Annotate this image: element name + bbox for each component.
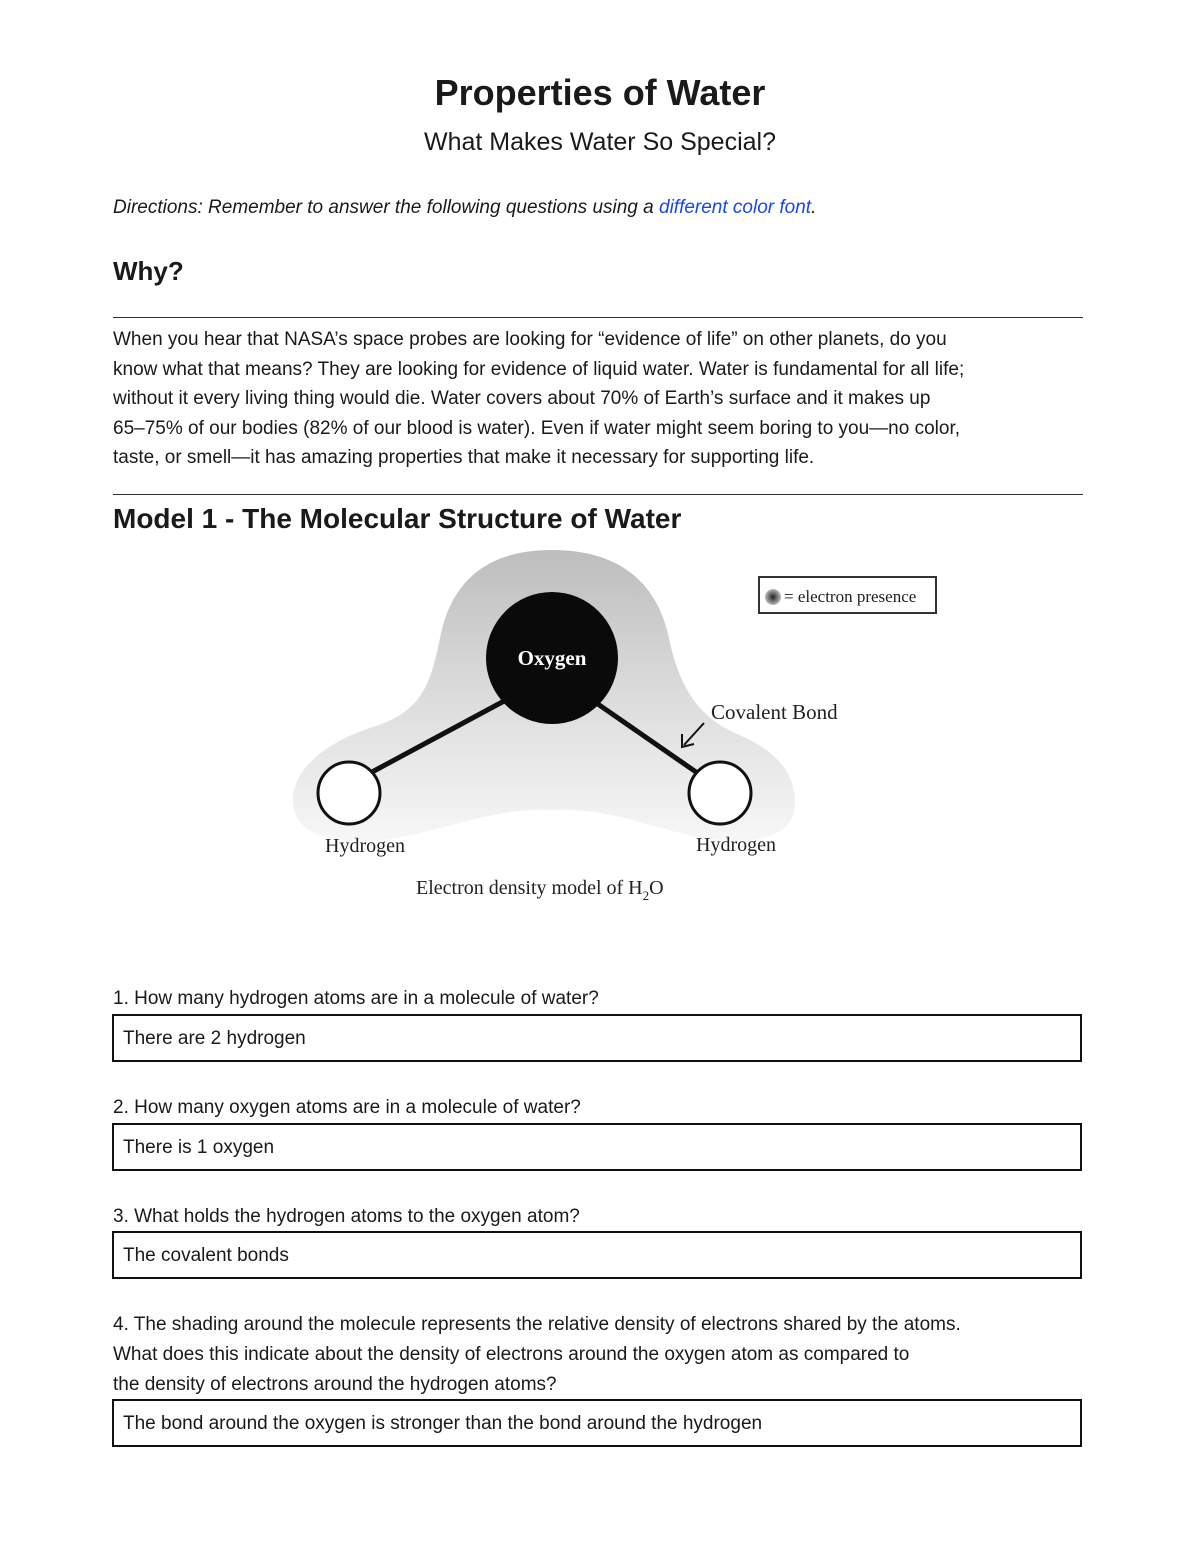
- intro-line: without it every living thing would die. Water covers about 70% of Earth’s surface and it makes up: [113, 388, 931, 409]
- hydrogen-left-label: Hydrogen: [325, 835, 405, 857]
- hydrogen-atom-left: [318, 762, 380, 824]
- answer-box-2[interactable]: [112, 1123, 1082, 1171]
- answer-text-2: There is 1 oxygen: [123, 1137, 275, 1158]
- question-4-line: What does this indicate about the density of electrons around the oxygen atom as compared to: [113, 1344, 910, 1365]
- answer-text-4: The bond around the oxygen is stronger than the bond around the hydrogen: [123, 1413, 763, 1434]
- intro-line: When you hear that NASA’s space probes are looking for “evidence of life” on other planets, do you: [113, 329, 947, 350]
- answer-box-3[interactable]: [112, 1231, 1082, 1279]
- covalent-bond-label: Covalent Bond: [711, 700, 838, 724]
- question-1: 1. How many hydrogen atoms are in a molecule of water?: [113, 988, 599, 1009]
- answer-box-4[interactable]: [112, 1399, 1082, 1447]
- legend-label: = electron presence: [784, 587, 917, 606]
- directions-highlight: different color font: [659, 197, 812, 218]
- question-4-line: 4. The shading around the molecule represents the relative density of electrons shared by the atoms.: [113, 1314, 961, 1335]
- water-molecule-figure: [280, 548, 960, 908]
- question-4: [113, 1310, 1088, 1400]
- caption-prefix: Electron density model of H: [416, 877, 643, 899]
- hydrogen-right-label: Hydrogen: [696, 834, 776, 856]
- page-subtitle: What Makes Water So Special?: [424, 128, 776, 156]
- electron-presence-icon: [765, 589, 781, 605]
- oxygen-label: Oxygen: [517, 646, 587, 670]
- caption-suffix: O: [649, 877, 664, 899]
- directions-suffix: .: [811, 197, 817, 218]
- answer-box-1[interactable]: [112, 1014, 1082, 1062]
- page-title: Properties of Water: [434, 72, 766, 113]
- question-4-line: the density of electrons around the hydrogen atoms?: [113, 1374, 557, 1395]
- divider-top: [113, 317, 1083, 318]
- intro-line: know what that means? They are looking for evidence of liquid water. Water is fundamental for all life;: [113, 358, 965, 380]
- intro-line: taste, or smell—it has amazing properties that make it necessary for supporting life.: [113, 447, 815, 468]
- why-heading: Why?: [113, 256, 184, 286]
- question-2: 2. How many oxygen atoms are in a molecule of water?: [113, 1097, 581, 1118]
- caption-subscript: 2: [642, 888, 650, 903]
- intro-line: 65–75% of our bodies (82% of our blood is water). Even if water might seem boring to you—no color,: [113, 417, 961, 439]
- intro-paragraph: [113, 325, 1088, 473]
- question-3: 3. What holds the hydrogen atoms to the oxygen atom?: [113, 1206, 580, 1227]
- directions: [113, 197, 816, 219]
- answer-text-3: The covalent bonds: [123, 1245, 289, 1266]
- divider-bottom: [113, 494, 1083, 495]
- directions-prefix: Directions: Remember to answer the following questions using a: [113, 197, 659, 218]
- model-heading: Model 1 - The Molecular Structure of Water: [113, 503, 682, 534]
- figure-caption: [416, 877, 664, 903]
- answer-text-1: There are 2 hydrogen: [123, 1028, 306, 1049]
- hydrogen-atom-right: [689, 762, 751, 824]
